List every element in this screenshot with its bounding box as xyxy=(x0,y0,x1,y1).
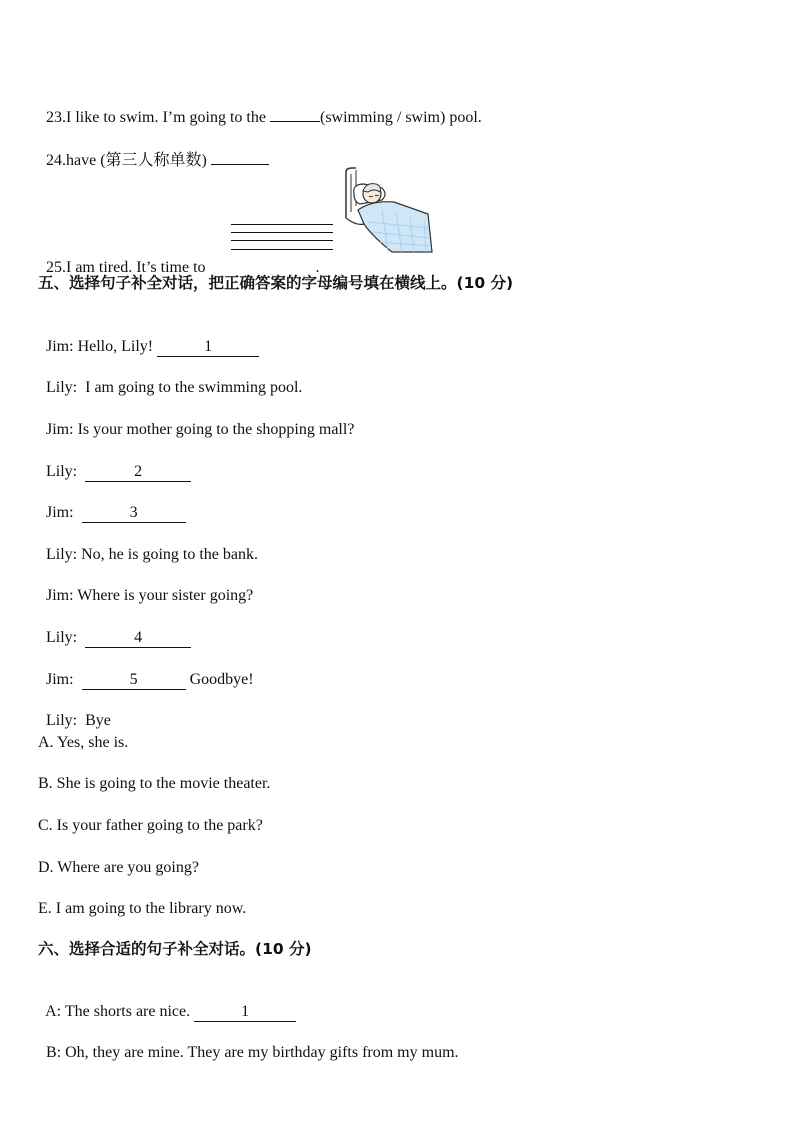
speaker-label: Lily: xyxy=(46,379,78,396)
question-24-text: 24.have (第三人称单数) xyxy=(46,152,211,169)
dialogue-line xyxy=(38,691,111,731)
dialogue-text: Where is your sister going? xyxy=(77,587,254,604)
dialogue-text: I am going to the swimming pool. xyxy=(85,379,303,396)
dialogue-line xyxy=(38,442,191,482)
speaker-label: Jim: xyxy=(46,504,74,521)
writing-line xyxy=(231,224,333,225)
dialogue-text: No, he is going to the bank. xyxy=(81,546,258,563)
dialogue-line xyxy=(38,1023,459,1063)
question-25-period: . xyxy=(315,259,320,276)
answer-blank-3[interactable]: 3 xyxy=(82,504,186,523)
dialogue-text: Hello, Lily! xyxy=(77,338,158,355)
question-23-text: 23.I like to swim. I’m going to the xyxy=(46,109,270,126)
question-25-text: 25.I am tired. It’s time to xyxy=(46,259,210,276)
answer-blank-4[interactable]: 4 xyxy=(85,629,191,648)
dialogue-line xyxy=(38,650,254,690)
writing-line xyxy=(231,249,333,250)
speaker-label: Lily: xyxy=(46,546,78,563)
option-a: A. Yes, she is. xyxy=(38,734,129,751)
option-d: D. Where are you going? xyxy=(38,859,199,876)
speaker-label: A: xyxy=(45,1003,62,1020)
option-e: E. I am going to the library now. xyxy=(38,900,247,917)
dialogue-line xyxy=(38,525,258,565)
speaker-label: Lily: xyxy=(46,629,78,646)
dialogue-line xyxy=(38,608,191,648)
answer-blank-24[interactable] xyxy=(211,150,269,165)
dialogue-line xyxy=(38,982,296,1022)
answer-blank-2[interactable]: 2 xyxy=(85,463,191,482)
section-5-title: 五、选择句子补全对话，把正确答案的字母编号填在横线上。(10 分) xyxy=(38,274,514,292)
dialogue-line xyxy=(38,483,186,523)
speaker-label: Jim: xyxy=(46,338,74,355)
dialogue-line xyxy=(38,358,302,398)
dialogue-line xyxy=(38,400,354,440)
answer-blank-23[interactable] xyxy=(270,107,320,122)
question-23-hint: (swimming / swim) pool. xyxy=(319,109,482,126)
speaker-label: Jim: xyxy=(46,587,74,604)
option-b: B. She is going to the movie theater. xyxy=(38,775,271,792)
option-c: C. Is your father going to the park? xyxy=(38,817,263,834)
speaker-label: B: xyxy=(46,1044,62,1061)
writing-line xyxy=(231,240,333,241)
answer-blank-1[interactable]: 1 xyxy=(157,338,259,357)
dialogue-text: Goodbye! xyxy=(185,671,254,688)
writing-lines-25[interactable] xyxy=(231,220,333,252)
dialogue-line xyxy=(38,317,259,357)
speaker-label: Lily: xyxy=(46,712,78,729)
child-sleeping-in-bed-icon xyxy=(342,166,434,254)
section-6-title: 六、选择合适的句子补全对话。(10 分) xyxy=(38,940,312,958)
speaker-label: Jim: xyxy=(46,671,74,688)
question-23 xyxy=(38,87,482,128)
dialogue-text: Bye xyxy=(85,712,111,729)
dialogue-text: The shorts are nice. xyxy=(64,1003,195,1020)
answer-blank-5[interactable]: 5 xyxy=(82,671,186,690)
writing-line xyxy=(231,232,333,233)
speaker-label: Lily: xyxy=(46,463,78,480)
answer-blank-s6-1[interactable]: 1 xyxy=(194,1003,296,1022)
dialogue-text: Oh, they are mine. They are my birthday gifts from my mum. xyxy=(65,1044,459,1061)
question-24 xyxy=(38,130,269,171)
speaker-label: Jim: xyxy=(46,421,74,438)
dialogue-text: Is your mother going to the shopping mall? xyxy=(77,421,355,438)
dialogue-line xyxy=(38,566,253,606)
